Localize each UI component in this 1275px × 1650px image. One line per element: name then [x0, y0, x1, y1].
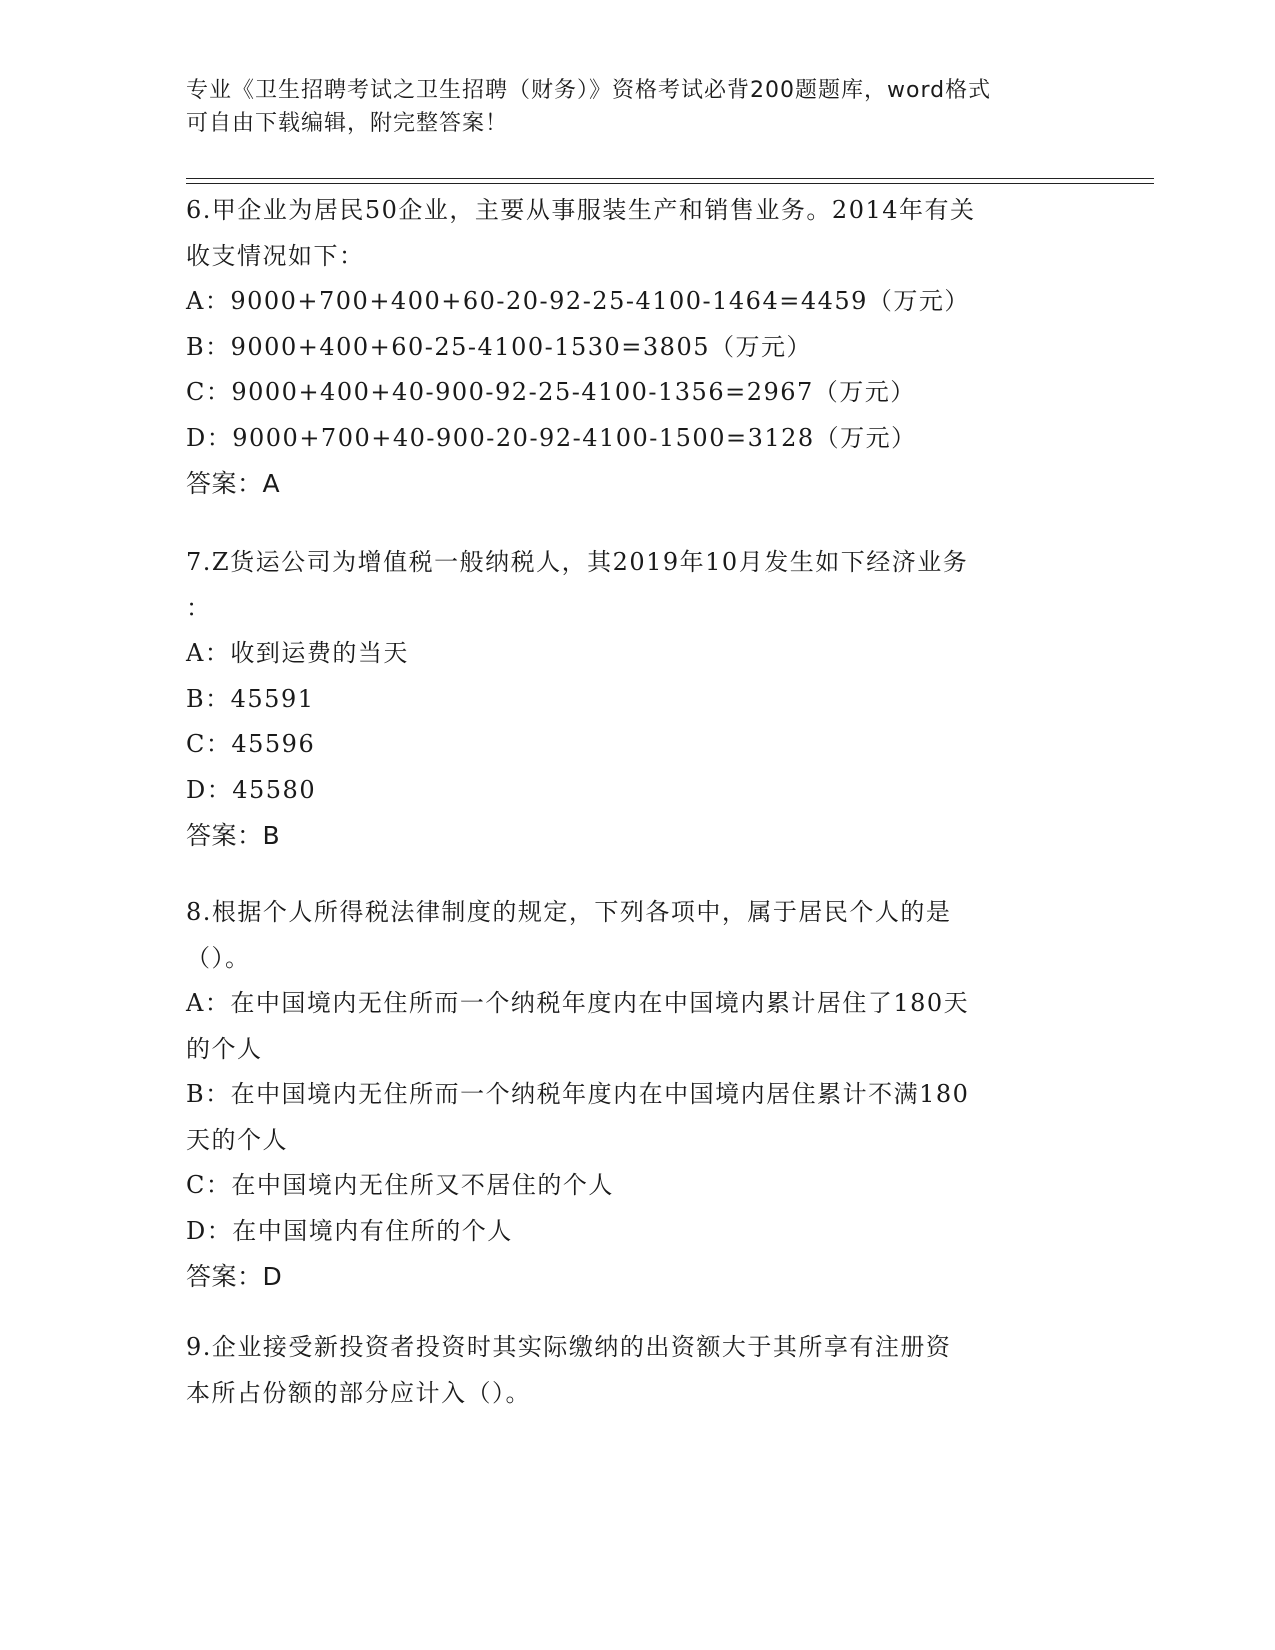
document-header	[186, 74, 1066, 140]
option-c: C：在中国境内无住所又不居住的个人	[186, 1171, 614, 1199]
question-stem-line: 6.甲企业为居民50企业，主要从事服装生产和销售业务。2014年有关	[186, 196, 976, 224]
option-a: A：9000+700+400+60-20-92-25-4100-1464=4459（万元）	[186, 287, 970, 315]
question-6	[186, 188, 1086, 507]
question-stem-line: 8.根据个人所得税法律制度的规定，下列各项中，属于居民个人的是	[186, 898, 952, 926]
option-d: D：在中国境内有住所的个人	[186, 1216, 513, 1245]
option-b: B：9000+400+60-25-4100-1530=3805（万元）	[186, 332, 812, 361]
header-divider-bottom	[186, 183, 1154, 184]
option-b: B：45591	[186, 684, 315, 713]
question-7	[186, 540, 1086, 859]
header-line-1: 专业《卫生招聘考试之卫生招聘（财务）》资格考试必背200题题库，word格式	[186, 78, 992, 103]
header-line-2: 可自由下载编辑，附完整答案！	[186, 111, 509, 136]
option-a: A：在中国境内无住所而一个纳税年度内在中国境内累计居住了180天	[186, 989, 970, 1017]
question-8	[186, 890, 1086, 1300]
option-a: A：收到运费的当天	[186, 639, 409, 667]
question-stem-line: （）。	[186, 943, 251, 972]
question-stem-line: ：	[186, 593, 212, 622]
header-divider-top	[186, 178, 1154, 179]
question-stem-line: 7.Z货运公司为增值税一般纳税人，其2019年10月发生如下经济业务	[186, 548, 969, 576]
answer-line: 答案：B	[186, 821, 281, 850]
question-stem-line: 本所占份额的部分应计入（）。	[186, 1378, 531, 1407]
option-c: C：9000+400+40-900-92-25-4100-1356=2967（万元）	[186, 378, 916, 406]
option-d: D：9000+700+40-900-20-92-4100-1500=3128（万元）	[186, 423, 917, 452]
question-9	[186, 1325, 1086, 1416]
option-b: B：在中国境内无住所而一个纳税年度内在中国境内居住累计不满180	[186, 1080, 970, 1108]
option-c: C：45596	[186, 730, 316, 758]
option-d: D：45580	[186, 775, 317, 804]
option-a-continued: 的个人	[186, 1034, 263, 1063]
option-b-continued: 天的个人	[186, 1125, 288, 1154]
question-stem-line: 收支情况如下：	[186, 241, 365, 270]
answer-line: 答案：D	[186, 1262, 283, 1291]
question-stem-line: 9.企业接受新投资者投资时其实际缴纳的出资额大于其所享有注册资	[186, 1333, 952, 1361]
answer-line: 答案：A	[186, 469, 281, 498]
